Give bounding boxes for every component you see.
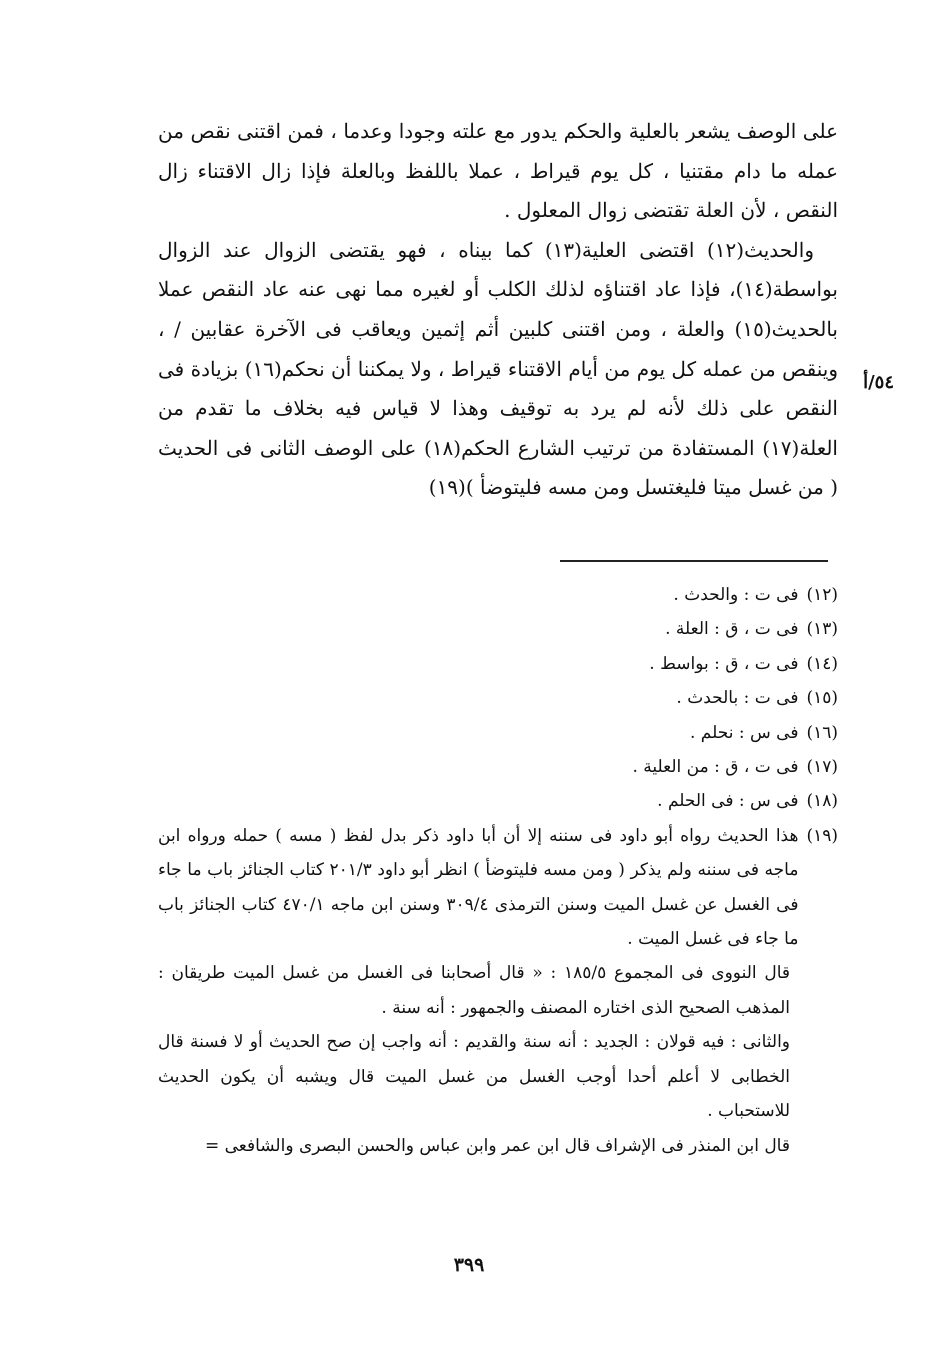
- footnote-text: فى ت ، ق : من العلية .: [632, 757, 799, 778]
- footnote-text: فى ت : والحدث .: [673, 585, 799, 605]
- footnote-19-ibn-almundhir: قال ابن المنذر فى الإشراف قال ابن عمر وابن عباس والحسن البصرى والشافعى =: [204, 1135, 790, 1156]
- footnote-13: [158, 612, 838, 646]
- footnote-19-nawawi-quote: قال النووى فى المجموع ١٨٥/٥ : « قال أصحابنا فى الغسل من غسل الميت طريقان : المذهب الصحيح الذى اختاره المصنف والجمهور : أنه سنة .: [158, 963, 791, 1018]
- footnote-text: فى ت : بالحدث .: [676, 688, 799, 709]
- paragraph-2: والحديث(١٢) اقتضى العلية(١٣) كما بيناه ، فهو يقتضى الزوال عند الزوال بواسطة(١٤)، فإذا عاد اقتناؤه لذلك الكلب أو لغيره مما نهى عنه عاد النقص عملا بالحديث(١٥) والعلة ، ومن اقتنى كلبين أثم إثمين ويعاقب فى الآخرة عقابين / ، وينقص من عمله كل يوم من أيام الاقتناء قيراط ، ولا يمكننا أن نحكم(١٦) بزيادة فى النقص على ذلك لأنه لم يرد به توقيف وهذا لا قياس فيه بخلاف ما تقدم من العلة(١٧) المستفادة من ترتيب الشارع الحكم(١٨) على الوصف الثانى فى الحديث ( من غسل ميتا فليغتسل ومن مسه فليتوضأ )(١٩): [158, 237, 838, 500]
- footnote-number: (١٥): [806, 688, 838, 709]
- paragraph-1: على الوصف يشعر بالعلية والحكم يدور مع علته وجودا وعدما ، فمن اقتنى نقص من عمله ما دام مقتنيا ، كل يوم قيراط ، عملا باللفظ وبالعلة فإذا زال الاقتناء زال النقص ، لأن العلة تقتضى زوال المعلول .: [158, 119, 838, 223]
- footnote-18: [158, 784, 838, 818]
- footnote-number: (١٣): [806, 619, 838, 640]
- footnote-text: فى س : فى الحلم .: [657, 791, 799, 812]
- footnote-17: [158, 750, 838, 784]
- footnote-number: (١٢): [806, 585, 838, 605]
- footnote-15: [158, 681, 838, 715]
- footnote-number: (١٤): [806, 653, 838, 674]
- footnote-14: [158, 647, 838, 681]
- footnote-number: (١٦): [806, 722, 838, 743]
- page-number: ٣٩٩: [453, 1254, 485, 1276]
- footnote-number: (١٩): [806, 825, 838, 846]
- footnote-text: فى ت ، ق : العلة .: [665, 619, 799, 640]
- main-text: [158, 112, 838, 508]
- footnote-19: [158, 819, 838, 957]
- footnote-12: [158, 578, 838, 612]
- footnote-number: (١٧): [806, 757, 838, 778]
- footnotes: [158, 578, 838, 1163]
- footnote-text: فى س : نحلم .: [690, 722, 799, 743]
- footnote-19-second-view: والثانى : فيه قولان : الجديد : أنه سنة والقديم : أنه واجب إن صح الحديث أو لا فسنة قال الخطابى لا أعلم أحدا أوجب الغسل من غسل الميت قال ويشبه أن يكون الحديث للاستحباب .: [158, 1032, 790, 1122]
- folio-margin-note: ٥٤/أ: [863, 372, 894, 393]
- footnote-separator: [560, 560, 828, 562]
- footnote-16: [158, 716, 838, 750]
- footnote-text: هذا الحديث رواه أبو داود فى سننه إلا أن أبا داود ذكر بدل لفظ ( مسه ) حمله ورواه ابن ماجه فى سننه ولم يذكر ( ومن مسه فليتوضأ ) انظر أبو داود ٢٠١/٣ كتاب الجنائز باب ما جاء فى الغسل عن غسل الميت وسنن الترمذى ٣٠٩/٤ وسنن ابن ماجه ٤٧٠/١ كتاب الجنائز باب ما جاء فى غسل الميت .: [158, 825, 799, 950]
- footnote-text: فى ت ، ق : بواسط .: [649, 653, 799, 674]
- footnote-number: (١٨): [806, 791, 838, 812]
